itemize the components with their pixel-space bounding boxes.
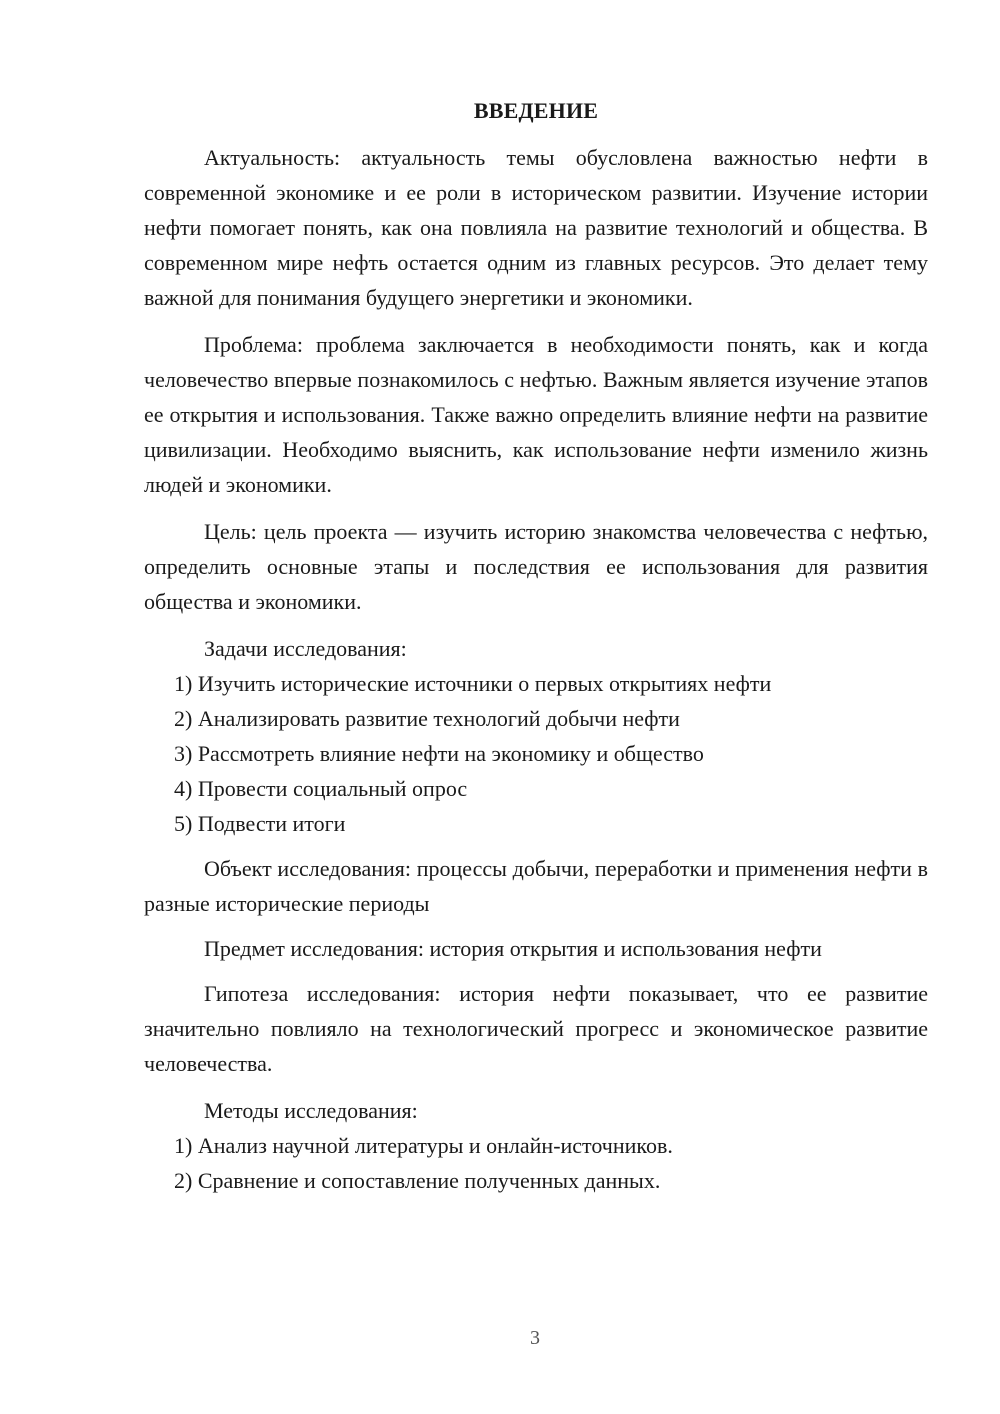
- method-item: 1) Анализ научной литературы и онлайн-источников.: [174, 1133, 673, 1158]
- page-number: 3: [530, 1327, 540, 1349]
- page-content: [144, 96, 928, 1198]
- methods-list: [144, 1128, 928, 1198]
- task-item: 4) Провести социальный опрос: [174, 776, 468, 801]
- problem-paragraph: Проблема: проблема заключается в необходимости понять, как и когда человечество впервые познакомилось с нефтью. Важным является изучение этапов ее открытия и использования. Также важно определить влияние нефти на развитие цивилизации. Необходимо выяснить, как использование нефти изменило жизнь людей и экономики.: [144, 332, 928, 497]
- task-item: 1) Изучить исторические источники о первых открытиях нефти: [174, 671, 772, 696]
- methods-title: Методы исследования:: [204, 1098, 418, 1123]
- tasks-list: [144, 666, 928, 841]
- section-heading: ВВЕДЕНИЕ: [473, 98, 599, 123]
- hypothesis-paragraph: Гипотеза исследования: история нефти показывает, что ее развитие значительно повлияло на технологический прогресс и экономическое развитие человечества.: [144, 981, 928, 1076]
- task-item: 5) Подвести итоги: [174, 811, 346, 836]
- method-item: 2) Сравнение и сопоставление полученных данных.: [174, 1168, 661, 1193]
- goal-paragraph: Цель: цель проекта — изучить историю знакомства человечества с нефтью, определить основные этапы и последствия ее использования для развития общества и экономики.: [144, 519, 928, 614]
- tasks-title: Задачи исследования:: [204, 636, 407, 661]
- subject-paragraph: Предмет исследования: история открытия и использования нефти: [204, 936, 822, 961]
- task-item: 2) Анализировать развитие технологий добычи нефти: [174, 706, 680, 731]
- task-item: 3) Рассмотреть влияние нефти на экономику и общество: [174, 741, 704, 766]
- relevance-paragraph: Актуальность: актуальность темы обусловлена важностью нефти в современной экономике и ее роли в историческом развитии. Изучение истории нефти помогает понять, как она повлияла на развитие технологий и общества. В современном мире нефть остается одним из главных ресурсов. Это делает тему важной для понимания будущего энергетики и экономики.: [144, 145, 928, 310]
- object-paragraph: Объект исследования: процессы добычи, переработки и применения нефти в разные исторические периоды: [144, 856, 928, 916]
